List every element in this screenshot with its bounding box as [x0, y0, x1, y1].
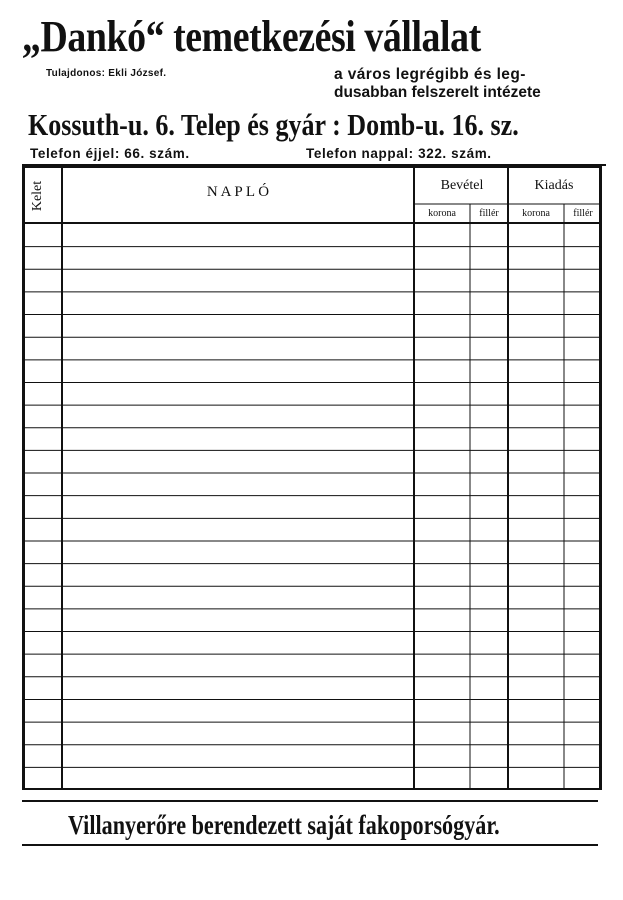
owner-line: Tulajdonos: Ekli József. [46, 68, 167, 79]
footer-rule-top [22, 800, 598, 802]
phone-night: Telefon éjjel: 66. szám. [30, 146, 190, 161]
footer-slogan: Villanyerőre berendezett saját fakoporsógyár. [68, 810, 500, 840]
ledger-grid [22, 166, 602, 790]
company-title: „Dankó“ temetkezési vállalat [22, 12, 481, 61]
ledger-table [22, 166, 602, 790]
address-line: Kossuth-u. 6. Telep és gyár : Domb-u. 16. sz. [28, 107, 519, 142]
date-header-cell [28, 178, 46, 218]
date-column-header: Kelet [30, 180, 45, 212]
expense-korona-header: korona [522, 208, 550, 219]
tagline-line-1: a város legrégibb és leg- [334, 66, 526, 83]
phone-day: Telefon nappal: 322. szám. [306, 146, 492, 161]
expense-column-header: Kiadás [534, 178, 574, 193]
income-filler-header: fillér [479, 208, 499, 219]
journal-column-header: N A P L Ó [206, 184, 270, 200]
footer-rule-bottom [22, 844, 598, 846]
expense-filler-header: fillér [573, 208, 593, 219]
income-column-header: Bevétel [440, 178, 484, 193]
tagline-line-2: dusabban felszerelt intézete [334, 84, 541, 101]
income-korona-header: korona [428, 208, 456, 219]
